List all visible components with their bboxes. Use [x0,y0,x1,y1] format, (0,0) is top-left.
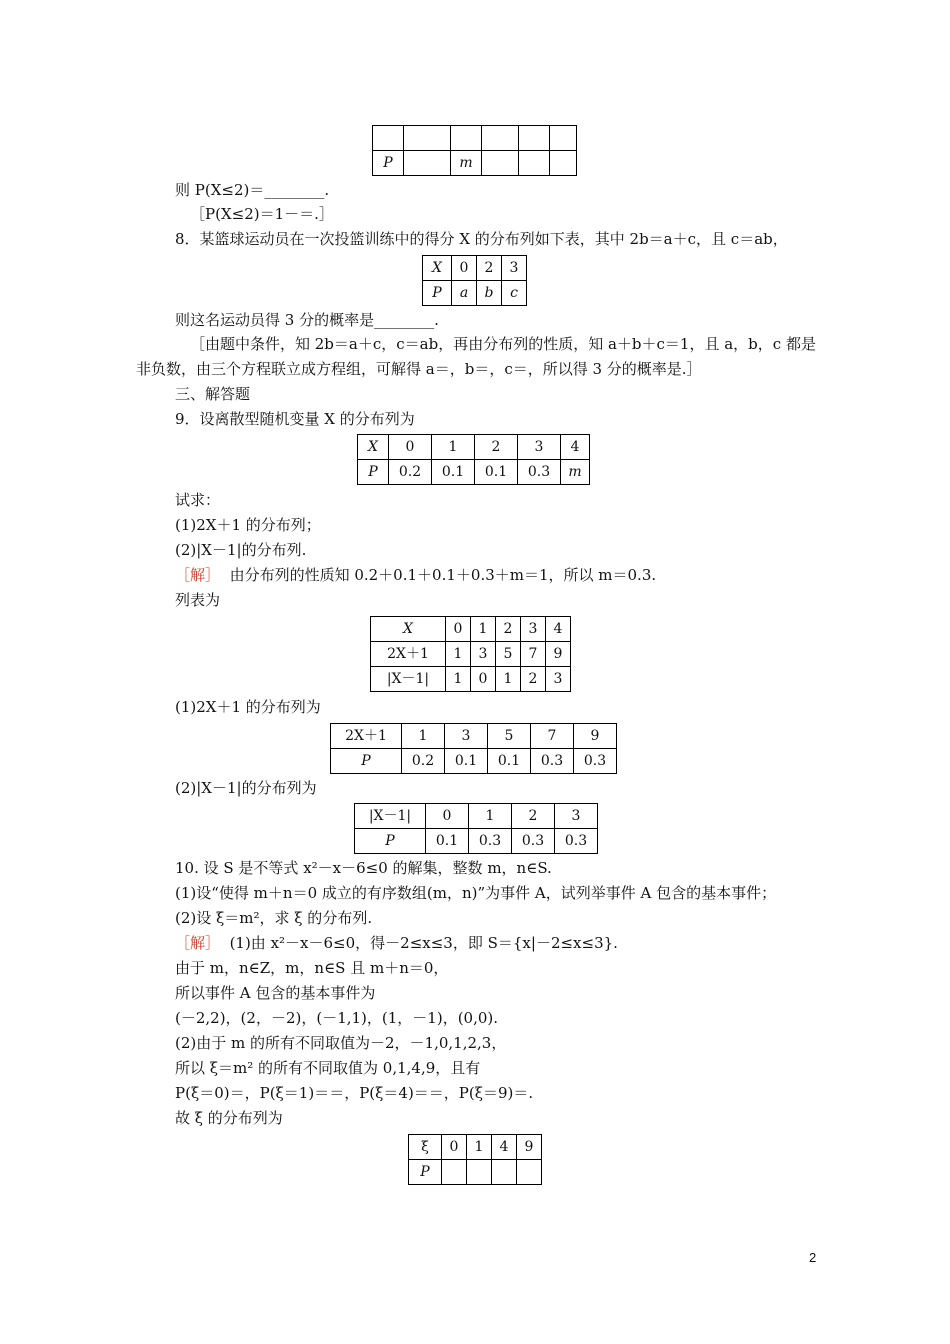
table-cell: 2X＋1 [331,724,402,749]
page-number: 2 [809,1250,817,1265]
table-cell: 4 [546,617,571,642]
table-cell [550,126,577,151]
table-cell: 2 [521,667,546,692]
table-cell: 0.1 [426,829,469,854]
table-cell: 3 [555,804,598,829]
text-line: 故 ξ 的分布列为 [175,1109,283,1127]
table-row [373,126,577,151]
table-cell: 0.3 [555,829,598,854]
table-row [423,281,527,306]
table-cell: 2 [475,435,518,460]
table-cell [451,126,482,151]
table-cell [404,126,451,151]
table-cell: P [358,460,389,485]
table-cell: 3 [518,435,561,460]
table-cell: 2 [496,617,521,642]
distribution-table-2x-plus-1 [330,723,617,774]
distribution-table-top [372,125,577,176]
table-row [358,460,590,485]
table-cell: 7 [521,642,546,667]
table-row [373,151,577,176]
table-cell: 3 [445,724,488,749]
table-cell: 0 [446,617,471,642]
table-cell [442,1160,467,1185]
table-row [355,829,598,854]
text-line: 非负数，由三个方程联立成方程组，可解得 a＝，b＝，c＝，所以得 3 分的概率是.］ [136,360,702,378]
table-cell: m [561,460,590,485]
solution-tag: ［解］ [175,934,221,952]
table-cell [517,1160,542,1185]
text-line: ［由题中条件，知 2b＝a＋c，c＝ab，再由分布列的性质，知 a＋b＋c＝1，且 a，b，c 都是 [190,335,816,353]
table-cell: 0.3 [469,829,512,854]
table-cell: 1 [469,804,512,829]
text-line: 由于 m，n∈Z，m，n∈S 且 m＋n＝0， [175,959,449,977]
table-cell: 3 [471,642,496,667]
table-cell: |X－1| [355,804,426,829]
table-cell: P [373,151,404,176]
distribution-table-xi [408,1134,542,1185]
section-heading: 三、解答题 [175,385,251,403]
table-cell: 0 [389,435,432,460]
text-line [175,933,618,953]
solution-tag: ［解］ [175,566,221,584]
table-cell: 1 [496,667,521,692]
text-line: 则 P(X≤2)＝________. [175,181,330,199]
table-cell: a [452,281,477,306]
table-cell: b [477,281,502,306]
table-cell: 1 [446,642,471,667]
text-line: 试求： [175,491,221,509]
table-cell: 9 [546,642,571,667]
text-line: P(ξ＝0)＝，P(ξ＝1)＝＝，P(ξ＝4)＝＝，P(ξ＝9)＝. [175,1084,534,1102]
table-cell: |X－1| [371,667,446,692]
table-row [371,642,571,667]
table-cell: 5 [496,642,521,667]
table-cell [519,151,550,176]
table-cell: c [502,281,527,306]
table-cell: 7 [531,724,574,749]
table-row [371,667,571,692]
table-cell: 0 [442,1135,467,1160]
table-cell: 2 [512,804,555,829]
table-cell: 0.3 [518,460,561,485]
table-cell: P [423,281,452,306]
table-cell: 0.3 [574,749,617,774]
table-cell: 0 [426,804,469,829]
table-cell: P [331,749,402,774]
text-line: 所以事件 A 包含的基本事件为 [175,984,376,1002]
text-line: (1)2X＋1 的分布列； [175,516,321,534]
table-cell: X [358,435,389,460]
table-cell [492,1160,517,1185]
table-cell: X [371,617,446,642]
table-cell [482,126,519,151]
table-cell: P [355,829,426,854]
table-cell: 1 [432,435,475,460]
table-cell: 0.1 [475,460,518,485]
text-line: (2)设 ξ＝m²，求 ξ 的分布列. [175,909,373,927]
table-cell: 0.1 [432,460,475,485]
text-line: ［P(X≤2)＝1－＝.］ [190,205,334,223]
table-row [331,724,617,749]
table-cell: 1 [467,1135,492,1160]
table-row [409,1160,542,1185]
table-cell: 0 [471,667,496,692]
table-cell: 9 [574,724,617,749]
distribution-table-abs-x-minus-1 [354,803,598,854]
table-row [409,1135,542,1160]
table-cell [467,1160,492,1185]
table-row [358,435,590,460]
table-cell [373,126,404,151]
table-cell: 2X＋1 [371,642,446,667]
table-cell: 4 [561,435,590,460]
table-cell: 0.3 [531,749,574,774]
table-cell: 3 [546,667,571,692]
table-cell: ξ [409,1135,442,1160]
table-cell: X [423,256,452,281]
text-line: (2)|X－1|的分布列. [175,541,307,559]
distribution-table-q9 [357,434,590,485]
table-row [355,804,598,829]
table-cell: 0.1 [488,749,531,774]
table-cell: 1 [402,724,445,749]
table-cell: 5 [488,724,531,749]
table-cell [550,151,577,176]
text-line: (2)由于 m 的所有不同取值为－2，－1,0,1,2,3， [175,1034,507,1052]
text-line: 则这名运动员得 3 分的概率是________. [175,311,439,329]
table-cell: 0.1 [445,749,488,774]
table-cell: 3 [502,256,527,281]
table-cell: P [409,1160,442,1185]
table-row [423,256,527,281]
table-cell: m [451,151,482,176]
table-cell: 0.2 [389,460,432,485]
table-cell: 1 [471,617,496,642]
text-line: 8．某篮球运动员在一次投篮训练中的得分 X 的分布列如下表，其中 2b＝a＋c，且 c＝ab， [175,230,788,248]
table-row [371,617,571,642]
text-line: (－2,2)，(2，－2)，(－1,1)，(1，－1)，(0,0). [175,1009,499,1027]
text-span: 由分布列的性质知 0.2＋0.1＋0.1＋0.3＋m＝1，所以 m＝0.3. [229,566,657,584]
distribution-table-q8 [422,255,527,306]
table-cell: 9 [517,1135,542,1160]
table-cell: 3 [521,617,546,642]
text-line: 9．设离散型随机变量 X 的分布列为 [175,410,415,428]
table-cell [404,151,451,176]
text-line: (2)|X－1|的分布列为 [175,779,317,797]
text-line: (1)2X＋1 的分布列为 [175,698,321,716]
table-cell [519,126,550,151]
table-cell: 0.2 [402,749,445,774]
text-line: 列表为 [175,591,221,609]
table-cell: 2 [477,256,502,281]
table-cell: 1 [446,667,471,692]
text-span: (1)由 x²－x－6≤0，得－2≤x≤3，即 S＝{x|－2≤x≤3}. [229,934,618,952]
table-cell: 4 [492,1135,517,1160]
table-row [331,749,617,774]
text-line: 10. 设 S 是不等式 x²－x－6≤0 的解集，整数 m，n∈S. [175,859,552,877]
text-line: (1)设“使得 m＋n＝0 成立的有序数组(m，n)”为事件 A，试列举事件 A 包含的基本事件； [175,884,777,902]
value-table [370,616,571,692]
table-cell: 0.3 [512,829,555,854]
text-line [175,565,656,585]
table-cell [482,151,519,176]
text-line: 所以 ξ＝m² 的所有不同取值为 0,1,4,9，且有 [175,1059,481,1077]
table-cell: 0 [452,256,477,281]
